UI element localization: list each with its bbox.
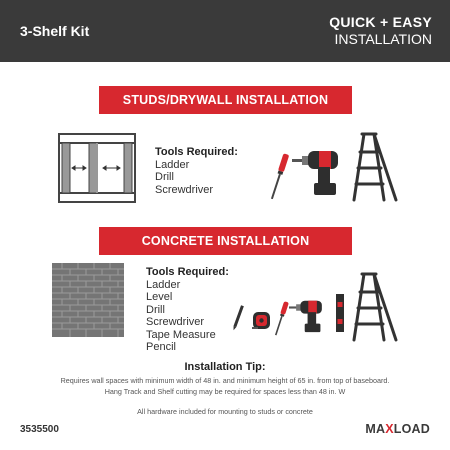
logo-x: X [385,422,394,436]
installation-tip-text [20,376,430,397]
concrete-tools-heading: Tools Required: [146,266,229,278]
studs-tools-list [155,146,238,196]
header-bar [0,0,450,62]
quick-easy-label: QUICK + EASY [329,14,432,30]
logo-prefix: MA [365,422,386,436]
concrete-tools-list [146,266,229,354]
concrete-banner: CONCRETE INSTALLATION [99,227,352,255]
concrete-tool-item: Ladder [146,278,181,291]
concrete-tool-item: Tape Measure [146,328,216,341]
screwdriver-icon [267,151,291,203]
screwdriver-icon [272,300,290,338]
tape-measure-icon [252,310,272,332]
maxload-logo [365,422,430,436]
level-icon [334,293,346,333]
drill-icon [289,295,329,335]
installation-label: INSTALLATION [334,31,432,47]
studs-drywall-banner: STUDS/DRYWALL INSTALLATION [99,86,352,114]
ladder-icon [350,270,400,342]
installation-tip-heading: Installation Tip: [184,361,266,373]
tip-line: Requires wall spaces with minimum width of 48 in. and minimum height of 65 in. from top of baseboard. [60,376,390,385]
concrete-tool-item: Drill [146,303,165,316]
logo-suffix: LOAD [393,422,430,436]
studs-tool-item: Screwdriver [155,183,214,196]
quick-easy-installation [329,14,432,48]
sku-number: 3535500 [20,424,59,435]
wall-studs-icon [58,133,136,203]
kit-title: 3-Shelf Kit [20,23,90,39]
tip-line: Hang Track and Shelf cutting may be required for spaces less than 48 in. W [104,386,346,396]
concrete-tool-item: Level [146,291,173,303]
pencil-icon [232,304,244,332]
concrete-tool-item: Screwdriver [146,316,205,328]
hardware-note: All hardware included for mounting to studs or concrete [137,407,313,416]
concrete-block-icon [52,263,124,337]
drill-icon [292,145,348,197]
ladder-icon [350,130,400,202]
concrete-tool-item: Pencil [146,341,176,353]
studs-tool-item: Ladder [155,158,190,171]
studs-tool-item: Drill [155,171,174,183]
studs-tools-heading: Tools Required: [155,146,238,158]
